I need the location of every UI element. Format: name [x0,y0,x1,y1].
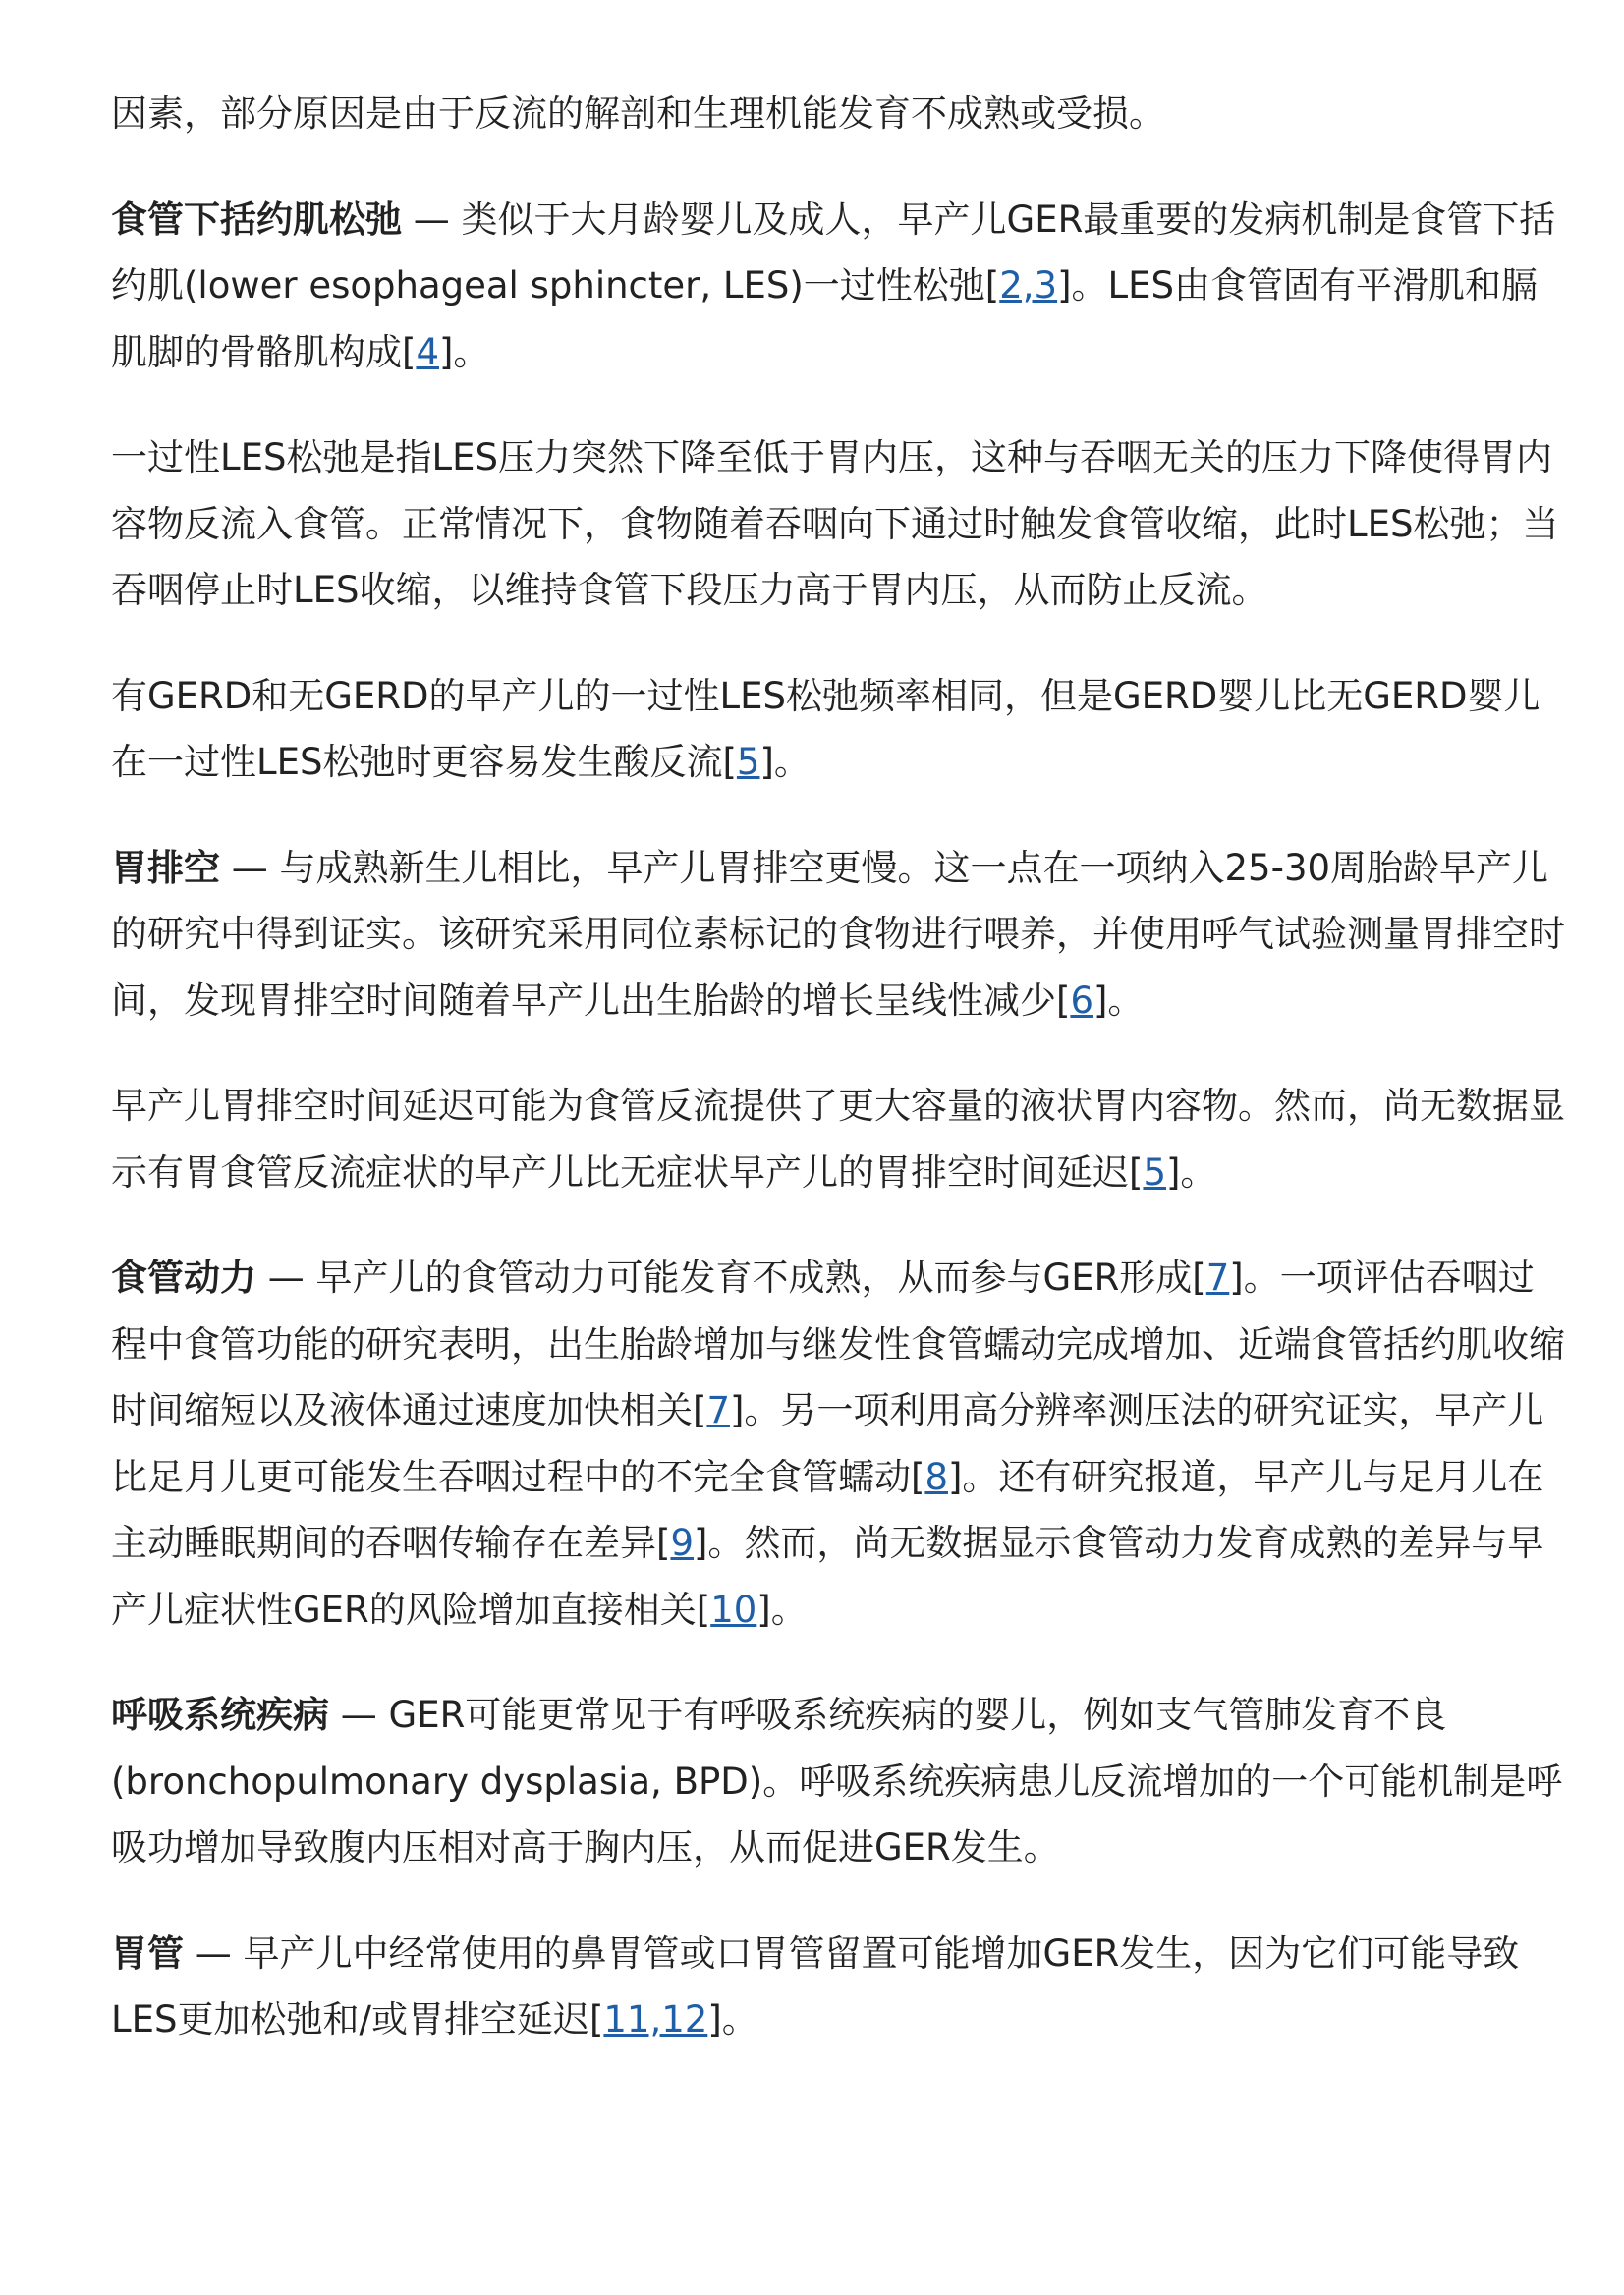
citation-link[interactable]: 10 [710,1588,757,1631]
body-text: 一过性LES松弛是指LES压力突然下降至低于胃内压，这种与吞咽无关的压力下降使得胃内容物反流入食管。正常情况下，食物随着吞咽向下通过时触发食管收缩，此时LES松弛；当吞咽停止时LES收缩，以维持食管下段压力高于胃内压，从而防止反流。 [111,436,1559,611]
paragraph-intro [111,81,1565,147]
section-heading: 胃排空 [111,846,220,889]
body-text: ]。 [707,1998,758,2041]
body-text: — 与成熟新生儿相比，早产儿胃排空更慢。这一点在一项纳入25-30周胎龄早产儿的研究中得到证实。该研究采用同位素标记的食物进行喂养，并使用呼气试验测量胃排空时间，发现胃排空时间随着早产儿出生胎龄的增长呈线性减少[ [111,846,1565,1022]
paragraph-gastric-tube [111,1921,1565,2053]
body-text: ]。 [438,330,490,373]
body-text: ]。 [756,1588,808,1631]
section-heading: 食管动力 [111,1257,256,1299]
citation-link[interactable]: 8 [924,1455,948,1498]
citation-link[interactable]: 9 [670,1522,694,1564]
body-text: ]。另一项利用高分辨率测压法的研究证实，早产儿比足月儿更可能发生吞咽过程中的不完全食管蠕动[ [111,1389,1544,1498]
body-text: ]。一项评估吞咽过程中食管功能的研究表明，出生胎龄增加与继发性食管蠕动完成增加、近端食管括约肌收缩时间缩短以及液体通过速度加快相关[ [111,1257,1565,1431]
paragraph-gerd-frequency [111,663,1565,796]
body-text: ]。然而，尚无数据显示食管动力发育成熟的差异与早产儿症状性GER的风险增加直接相关[ [111,1522,1544,1631]
paragraph-emptying-delay [111,1073,1565,1205]
article-body [111,81,1565,2093]
body-text: — 早产儿中经常使用的鼻胃管或口胃管留置可能增加GER发生，因为它们可能导致LES更加松弛和/或胃排空延迟[ [111,1931,1520,2041]
paragraph-respiratory-disease [111,1682,1565,1881]
paragraph-transient-les [111,424,1565,624]
citation-link[interactable]: 4 [416,330,439,373]
body-text: 因素，部分原因是由于反流的解剖和生理机能发育不成熟或受损。 [111,92,1165,135]
citation-link[interactable]: 7 [706,1389,730,1431]
body-text: — 早产儿的食管动力可能发育不成熟，从而参与GER形成[ [256,1257,1206,1299]
body-text: — GER可能更常见于有呼吸系统疾病的婴儿，例如支气管肺发育不良(bronchopulmonary dysplasia, BPD)。呼吸系统疾病患儿反流增加的一个可能机制是呼吸功增加导致腹内压相对高于胸内压，从而促进GER发生。 [111,1694,1563,1869]
citation-link[interactable]: 5 [736,741,760,783]
citation-link[interactable]: 11,12 [603,1998,708,2041]
paragraph-gastric-emptying [111,835,1565,1035]
section-heading: 胃管 [111,1931,184,1975]
body-text: ]。 [1165,1150,1217,1194]
body-text: — 类似于大月龄婴儿及成人，早产儿GER最重要的发病机制是食管下括约肌(lower esophageal sphincter, LES)一过性松弛[ [111,197,1556,307]
body-text: 有GERD和无GERD的早产儿的一过性LES松弛频率相同，但是GERD婴儿比无GERD婴儿在一过性LES松弛时更容易发生酸反流[ [111,674,1540,783]
body-text: 早产儿胃排空时间延迟可能为食管反流提供了更大容量的液状胃内容物。然而，尚无数据显示有胃食管反流症状的早产儿比无症状早产儿的胃排空时间延迟[ [111,1085,1565,1194]
body-text: ]。 [1092,979,1145,1022]
citation-link[interactable]: 5 [1143,1150,1166,1194]
paragraph-les-relaxation [111,187,1565,386]
citation-link[interactable]: 7 [1205,1257,1230,1299]
section-heading: 呼吸系统疾病 [111,1694,329,1736]
citation-link[interactable]: 6 [1070,979,1093,1022]
body-text: ]。LES由食管固有平滑肌和膈肌脚的骨骼肌构成[ [111,264,1539,373]
citation-link[interactable]: 2,3 [999,264,1058,307]
body-text: ]。 [759,741,811,783]
paragraph-esophageal-motility [111,1245,1565,1643]
section-heading: 食管下括约肌松弛 [111,197,402,241]
body-text: ]。还有研究报道，早产儿与足月儿在主动睡眠期间的吞咽传输存在差异[ [111,1455,1544,1564]
